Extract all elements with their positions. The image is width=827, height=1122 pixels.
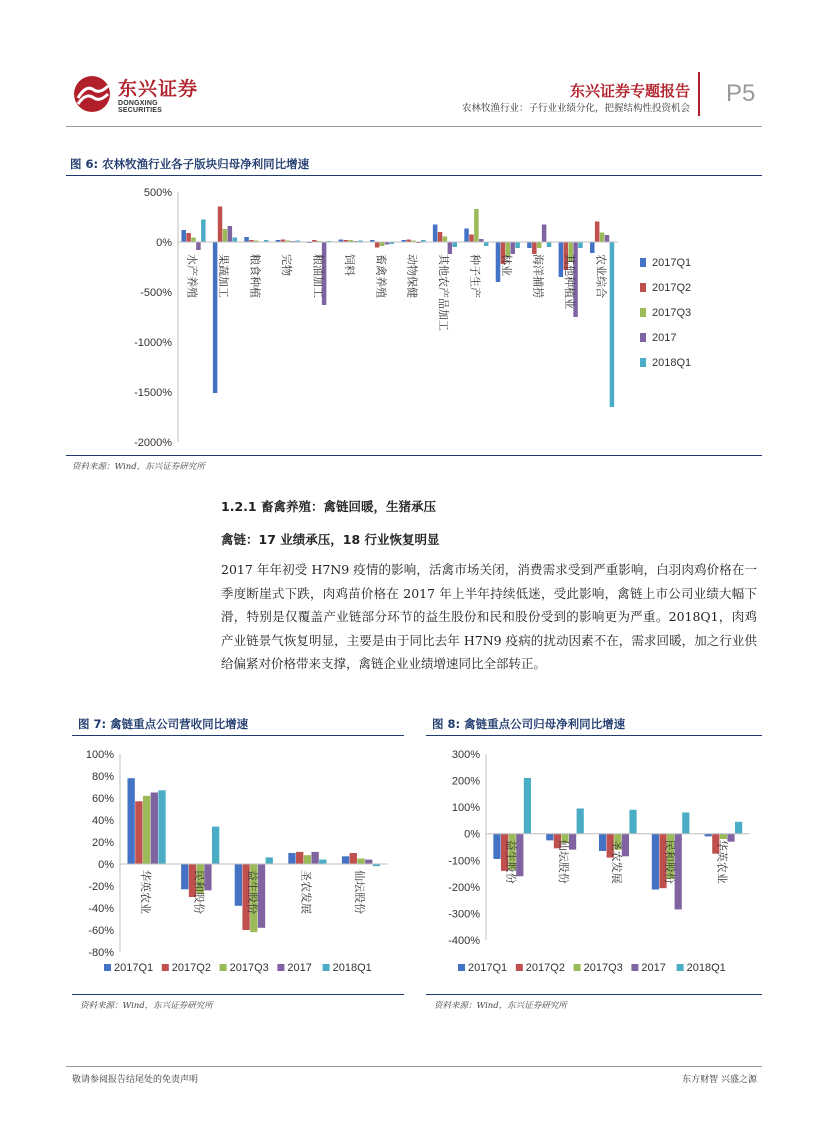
bar-2017Q2-海洋捕捞 [532, 242, 537, 254]
legend-label: 2017 [287, 962, 312, 974]
figure7-title: 图 7: 禽链重点公司营收同比增速 [78, 717, 249, 731]
section-paragraph: 2017 年年初受 H7N9 疫情的影响，活禽市场关闭，消费需求受到严重影响，白羽肉鸡价格在一季度断崖式下跌，肉鸡苗价格在 2017 年上半年持续低迷，受此影响，禽链上市公司业绩大幅下滑，特别是仅覆盖产业链部分环节的益生股份和民和股份受到的影响更为严重。2018Q1，肉鸡产业链景气恢复明显，主要是由于同比去年 H7N9 疫病的扰动因素不在，需求回暖，加之行业供给偏紧对价格带来支撑，禽链企业业绩增速同比全部转正。 [221, 562, 757, 671]
bar-2017-水产养殖 [196, 242, 201, 250]
legend-label: 2017Q3 [229, 962, 269, 974]
bar-2017Q1-其他农产品加工 [433, 225, 438, 243]
bar-2017Q2-其他农产品加工 [438, 232, 443, 242]
bar-2018Q1-华英农业 [735, 822, 742, 834]
figure6-source: 资料来源：Wind，东兴证券研究所 [72, 462, 205, 472]
category-label: 华英农业 [138, 870, 151, 914]
bar-2018Q1-海洋捕捞 [547, 242, 552, 247]
y-tick-label: -80% [88, 947, 114, 959]
legend-swatch-2017Q2 [640, 283, 646, 292]
bar-2018Q1-圣农发展 [629, 810, 636, 834]
bar-2017Q1-民和股份 [652, 834, 659, 890]
figure7-source: 资料来源：Wind，东兴证券研究所 [80, 1001, 213, 1011]
legend-label: 2017Q2 [652, 282, 692, 294]
legend-label: 2017Q1 [114, 962, 154, 974]
bar-2018Q1-益生股份 [524, 778, 531, 834]
company-logo [72, 74, 202, 114]
y-tick-label: -100% [448, 855, 480, 868]
bar-2017Q2-种子生产 [469, 235, 474, 243]
section-heading: 1.2.1 畜禽养殖：禽链回暖，生猪承压 [221, 499, 436, 514]
bar-2017Q3-其他农产品加工 [443, 237, 448, 243]
bar-2017Q2-华英农业 [135, 801, 142, 864]
bar-2017Q3-农业综合 [600, 233, 605, 243]
bar-2017Q3-仙坛股份 [357, 859, 364, 865]
bar-2017Q3-水产养殖 [191, 238, 196, 243]
legend-swatch-2017 [640, 333, 646, 342]
bar-2017Q3-畜禽养殖 [380, 242, 385, 246]
y-tick-label: -60% [88, 925, 114, 937]
figure8-bottom-rule [426, 994, 762, 995]
y-tick-label: 40% [91, 815, 114, 827]
category-label: 种子生产 [468, 254, 481, 298]
bar-2017Q1-圣农发展 [288, 853, 295, 864]
legend-label: 2017Q3 [652, 307, 692, 319]
y-tick-label: 100% [451, 802, 480, 815]
bar-2017Q1-海洋捕捞 [527, 242, 532, 248]
bar-2017Q1-民和股份 [181, 864, 188, 889]
category-label: 粮油加工 [311, 254, 324, 298]
y-tick-label: 500% [143, 187, 172, 199]
bar-2017Q3-种子生产 [474, 209, 479, 242]
brand-name-cn: 东兴证券 [118, 78, 199, 100]
bar-2018Q1-仙坛股份 [577, 808, 584, 833]
legend-swatch-2017Q3 [220, 964, 227, 971]
bar-2017Q2-农业综合 [595, 222, 600, 243]
legend-label: 2017Q2 [171, 962, 211, 974]
bar-2017Q1-华英农业 [128, 778, 135, 864]
legend-label: 2018Q1 [332, 962, 372, 974]
bar-2018Q1-林业 [515, 242, 520, 248]
bar-2017-果蔬加工 [228, 226, 233, 242]
legend-swatch-2017 [277, 964, 284, 971]
bar-2017-仙坛股份 [365, 860, 372, 864]
bar-2017-农业综合 [605, 235, 610, 242]
category-label: 畜禽养殖 [374, 254, 387, 298]
figure7-chart [72, 740, 404, 985]
footer-rule [66, 1066, 762, 1067]
figure6-title: 图 6: 农林牧渔行业各子版块归母净利同比增速 [70, 157, 310, 171]
legend-swatch-2017 [631, 964, 638, 971]
bar-2017Q2-仙坛股份 [350, 853, 357, 864]
report-subtitle: 农林牧渔行业：子行业业绩分化，把握结构性投资机会 [461, 103, 690, 114]
y-tick-label: 300% [451, 749, 480, 761]
y-tick-label: 200% [451, 775, 480, 788]
y-tick-label: 100% [85, 749, 114, 761]
bar-2017Q3-华英农业 [143, 796, 150, 864]
bar-2017-华英农业 [151, 793, 158, 865]
figure8-title-rule [426, 735, 762, 736]
legend-swatch-2017Q1 [458, 964, 465, 971]
category-label: 益生股份 [246, 870, 258, 914]
legend-label: 2017Q2 [525, 962, 565, 974]
category-label: 圣农发展 [610, 839, 622, 884]
bar-2017Q2-畜禽养殖 [375, 242, 380, 248]
bar-2017Q1-益生股份 [493, 834, 500, 859]
bar-2017Q1-农业综合 [590, 242, 595, 253]
y-tick-label: -500% [140, 287, 172, 299]
bar-2017Q3-圣农发展 [304, 855, 311, 864]
category-label: 果蔬加工 [217, 254, 230, 298]
header-rule [66, 126, 762, 127]
legend-swatch-2017Q3 [574, 964, 581, 971]
bar-2017Q1-种子生产 [464, 229, 469, 243]
legend-label: 2018Q1 [686, 962, 726, 974]
legend-swatch-2017Q3 [640, 308, 646, 317]
bar-2017Q1-圣农发展 [599, 834, 606, 851]
figure8-title: 图 8: 禽链重点公司归母净利同比增速 [432, 717, 626, 731]
figure8-source: 资料来源：Wind，东兴证券研究所 [434, 1001, 567, 1011]
category-label: 民和股份 [192, 870, 205, 914]
footer-disclaimer: 敬请参阅报告结尾处的免责声明 [72, 1075, 199, 1085]
category-label: 其他种植业 [562, 254, 575, 309]
brand-name-en: DONGXING SECURITIES [118, 100, 163, 114]
category-label: 粮食种植 [248, 254, 261, 298]
legend-swatch-2017Q2 [162, 964, 169, 971]
legend-label: 2017 [641, 962, 666, 974]
y-tick-label: 0% [464, 828, 480, 841]
category-label: 饲料 [342, 254, 355, 276]
bar-2018Q1-农业综合 [610, 242, 615, 407]
y-tick-label: -2000% [134, 437, 172, 449]
category-label: 益生股份 [504, 839, 517, 884]
bar-2017Q1-果蔬加工 [213, 242, 218, 393]
bar-2017-圣农发展 [311, 852, 318, 864]
legend-swatch-2018Q1 [677, 964, 684, 971]
bar-2018Q1-益生股份 [266, 857, 273, 864]
logo-mark-icon [72, 74, 114, 114]
bar-2017-海洋捕捞 [542, 225, 547, 243]
y-tick-label: -400% [448, 935, 480, 947]
figure7-title-rule [72, 735, 404, 736]
bar-2018Q1-圣农发展 [319, 860, 326, 864]
category-label: 仙坛股份 [557, 839, 570, 884]
bar-2018Q1-其他种植业 [578, 242, 583, 248]
y-tick-label: 0% [98, 859, 114, 871]
category-label: 动物保健 [405, 254, 418, 298]
bar-2017Q3-果蔬加工 [223, 229, 228, 242]
bar-2018Q1-果蔬加工 [232, 238, 237, 243]
section-subheading: 禽链：17 业绩承压，18 行业恢复明显 [221, 532, 440, 547]
y-tick-label: -20% [88, 881, 114, 893]
bar-2017Q1-益生股份 [235, 864, 242, 906]
header-divider-vertical [698, 72, 700, 116]
y-tick-label: -200% [448, 881, 480, 894]
category-label: 仙坛股份 [353, 870, 366, 914]
category-label: 海洋捕捞 [531, 254, 544, 298]
category-label: 完物 [280, 254, 292, 276]
category-label: 其他农产品加工 [437, 254, 450, 331]
legend-label: 2018Q1 [652, 357, 692, 369]
bar-2017Q1-仙坛股份 [546, 834, 553, 841]
category-label: 农业综合 [594, 254, 607, 298]
bar-2017Q1-仙坛股份 [342, 856, 349, 864]
legend-label: 2017Q1 [468, 962, 508, 974]
bar-2017-林业 [510, 242, 515, 254]
legend-label: 2017Q1 [652, 257, 692, 269]
y-tick-label: 0% [156, 237, 172, 249]
bar-2018Q1-水产养殖 [201, 220, 206, 243]
y-tick-label: -1500% [134, 387, 172, 399]
y-tick-label: 20% [91, 837, 114, 849]
bar-2017Q3-华英农业 [720, 834, 727, 839]
category-label: 华英农业 [715, 839, 728, 884]
legend-label: 2017Q3 [583, 962, 623, 974]
bar-2018Q1-种子生产 [484, 242, 489, 246]
bar-2017Q2-水产养殖 [186, 233, 191, 242]
legend-swatch-2017Q1 [104, 964, 111, 971]
legend-swatch-2017Q2 [516, 964, 523, 971]
bar-2018Q1-民和股份 [682, 812, 689, 833]
y-tick-label: -40% [88, 903, 114, 915]
category-label: 圣农发展 [299, 870, 312, 914]
figure6-chart [66, 180, 762, 452]
legend-label: 2017 [652, 332, 677, 344]
figure8-chart [426, 740, 762, 985]
bar-2018Q1-华英农业 [158, 790, 165, 864]
legend-swatch-2018Q1 [640, 358, 646, 367]
y-tick-label: 80% [91, 771, 114, 783]
footer-slogan: 东方财智 兴盛之源 [682, 1075, 757, 1085]
category-label: 水产养殖 [185, 254, 198, 298]
category-label: 民和股份 [662, 839, 675, 884]
y-tick-label: 60% [91, 793, 114, 805]
bar-2018Q1-民和股份 [212, 827, 219, 864]
legend-swatch-2017Q1 [640, 258, 646, 267]
y-tick-label: -1000% [134, 337, 172, 349]
bar-2017Q1-其他种植业 [559, 242, 564, 277]
bar-2017-其他农产品加工 [448, 242, 453, 254]
page-number: P5 [726, 80, 756, 107]
figure6-title-rule [66, 175, 762, 176]
bar-2017Q1-粮食种植 [244, 237, 249, 242]
figure6-bottom-rule [66, 455, 762, 456]
bar-2017Q1-林业 [496, 242, 501, 282]
bar-2017Q2-果蔬加工 [218, 207, 223, 243]
y-tick-label: -300% [448, 908, 480, 921]
bar-2018Q1-其他农产品加工 [452, 242, 457, 247]
legend-swatch-2018Q1 [323, 964, 330, 971]
report-title: 东兴证券专题报告 [569, 82, 690, 100]
bar-2017Q3-海洋捕捞 [537, 242, 542, 248]
bar-2017Q1-水产养殖 [181, 230, 186, 242]
figure7-bottom-rule [72, 994, 404, 995]
category-label: 林业 [500, 254, 512, 276]
bar-2017Q2-圣农发展 [296, 852, 303, 864]
